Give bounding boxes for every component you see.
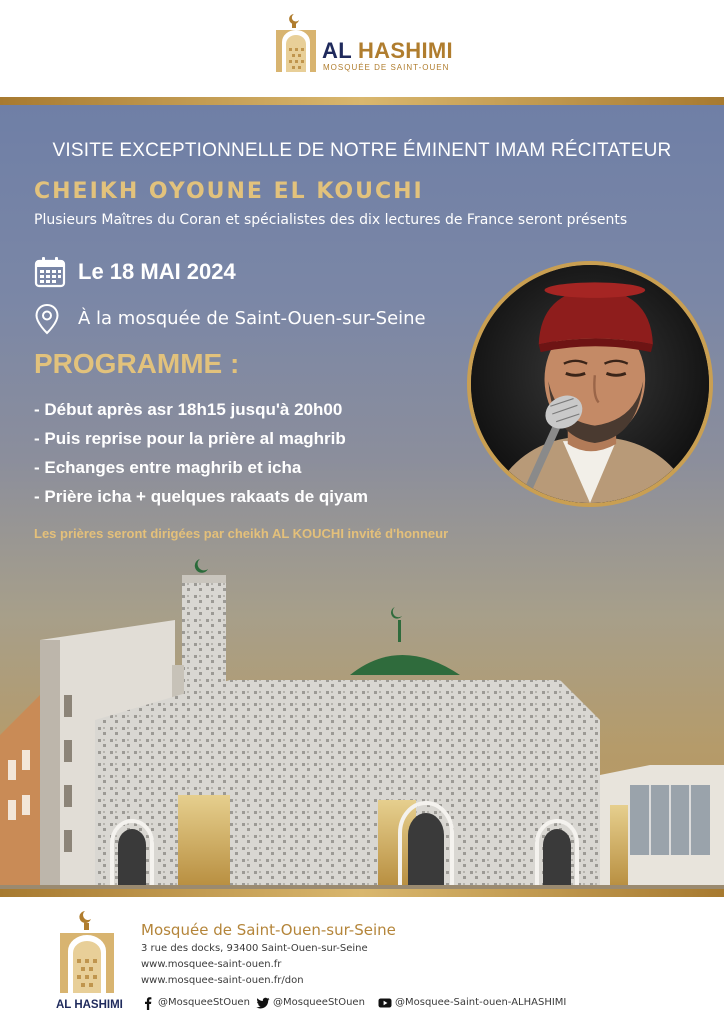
programme-item: - Prière icha + quelques rakaats de qiyam [34,487,369,506]
event-poster [0,105,724,889]
programme-list [34,395,368,511]
footer-address: 3 rue des docks, 93400 Saint-Ouen-sur-Seine [141,943,368,954]
footer-logo[interactable] [56,909,123,1015]
header-logo[interactable] [274,12,454,76]
programme-title: PROGRAMME : [34,348,240,379]
footer-website-link[interactable]: www.mosquee-saint-ouen.fr [141,959,282,970]
gold-divider-bottom [0,889,724,897]
location-pin-icon [34,303,60,335]
footer-donate-link[interactable]: www.mosquee-saint-ouen.fr/don [141,975,304,986]
facebook-icon [141,996,155,1010]
calendar-icon [34,256,66,288]
twitter-handle: @MosqueeStOuen [273,997,365,1008]
gold-divider-top [0,97,724,105]
prayers-note: Les prières seront dirigées par cheikh AL KOUCHI invité d'honneur [34,526,449,541]
header [0,0,724,97]
event-date-text: Le 18 MAI 2024 [78,259,236,284]
mosque-emblem-icon [274,12,318,74]
mosque-illustration [0,545,724,889]
imam-portrait-image [471,265,709,503]
twitter-icon [256,996,270,1010]
programme-item: - Echanges entre maghrib et icha [34,458,302,477]
footer-title: Mosquée de Saint-Ouen-sur-Seine [141,921,396,939]
footer-logo-name: AL HASHIMI [56,999,123,1011]
brand-subtitle: MOSQUÉE DE SAINT-OUEN [323,63,450,72]
mosque-building-image [0,545,724,889]
brand-prefix: AL [322,38,358,63]
programme-item: - Puis reprise pour la prière al maghrib [34,429,346,448]
brand-main: HASHIMI [357,38,453,63]
brand-name [322,38,453,64]
event-subline: Plusieurs Maîtres du Coran et spécialistes des dix lectures de France seront présents [34,212,628,228]
event-place-text: À la mosquée de Saint-Ouen-sur-Seine [78,308,426,329]
facebook-handle: @MosqueeStOuen [158,997,250,1008]
event-headline: VISITE EXCEPTIONNELLE DE NOTRE ÉMINENT IMAM RÉCITATEUR [52,140,672,161]
footer [0,897,724,1024]
cheikh-name: CHEIKH OYOUNE EL KOUCHI [34,179,424,204]
programme-item: - Début après asr 18h15 jusqu'à 20h00 [34,400,343,419]
mosque-emblem-icon [58,909,116,995]
imam-portrait [467,261,713,507]
youtube-handle: @Mosquee-Saint-ouen-ALHASHIMI [395,997,567,1008]
youtube-icon [378,996,392,1010]
